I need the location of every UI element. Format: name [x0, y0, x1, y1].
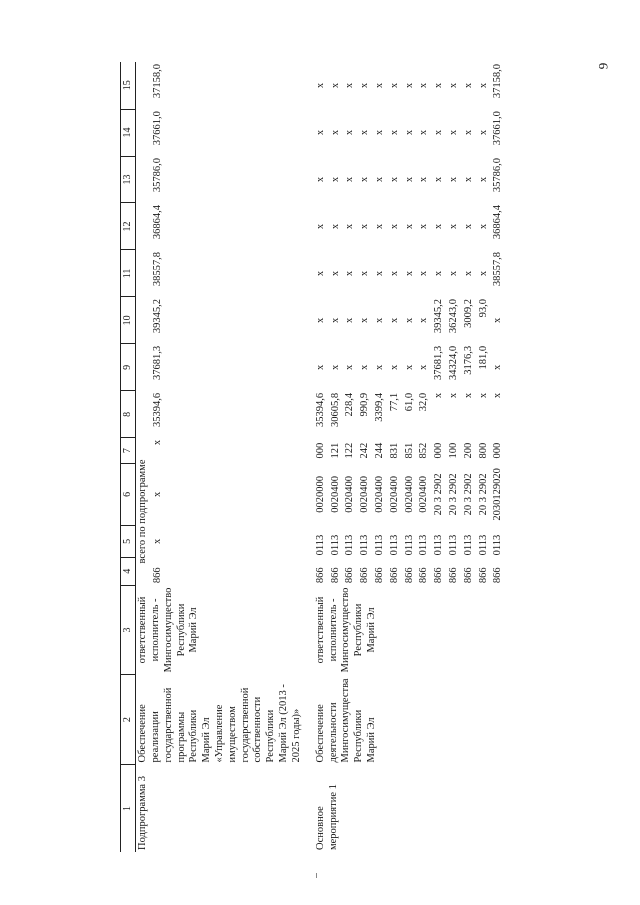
cell-year-2016: x — [314, 270, 326, 277]
cell-rzpr: 0113 — [433, 534, 445, 556]
header-number-row — [121, 62, 136, 852]
cell-year-2013: x — [447, 392, 459, 399]
cell-year-2014: x — [314, 364, 326, 371]
cell-year-2019: 37661,0 — [151, 111, 163, 146]
cell-year-2019: x — [433, 129, 445, 136]
cell-year-2018: 35786,0 — [151, 158, 163, 193]
cell-year-2014: x — [418, 364, 430, 371]
cell-year-2016: 38557,8 — [151, 251, 163, 287]
cell-year-2015: 93,0 — [477, 298, 489, 318]
header-col-3: 3 — [121, 585, 136, 675]
cell-year-2018: x — [418, 176, 430, 183]
cell-rzpr: 0113 — [447, 534, 459, 556]
cell-rzpr: 0113 — [344, 534, 356, 556]
cell-year-2020: 37158,0 — [151, 64, 163, 99]
cell-year-2020: 37158,0 — [492, 64, 504, 99]
header-col-1: 1 — [121, 764, 136, 852]
header-col-8: 8 — [121, 391, 136, 438]
cell-year-2016: x — [477, 270, 489, 277]
header-col-4: 4 — [121, 557, 136, 585]
cell-grbs: 866 — [329, 567, 341, 584]
cell-rzpr: 0113 — [462, 534, 474, 556]
subprogram-label-row — [136, 62, 151, 852]
cell-csr: 0020400 — [403, 476, 415, 513]
cell-grbs: 866 — [462, 567, 474, 584]
cell-grbs: 866 — [314, 567, 326, 584]
cell-grbs: 866 — [477, 567, 489, 584]
cell-year-2013: 35394,6 — [151, 392, 163, 427]
cell-year-2019: x — [344, 129, 356, 136]
cell-vr: 122 — [344, 442, 356, 459]
cell-year-2013: 228,4 — [344, 392, 356, 417]
cell-year-2020: x — [403, 82, 415, 89]
cell-year-2020: x — [373, 82, 385, 89]
cell-year-2017: x — [403, 223, 415, 230]
cell-year-2019: x — [359, 129, 371, 136]
cell-year-2014: x — [403, 364, 415, 371]
cell-year-2013: 35394,6 — [314, 392, 326, 427]
cell-vr: 200 — [462, 442, 474, 459]
cell-year-2015: x — [359, 317, 371, 324]
cell-rzpr: 0113 — [329, 534, 341, 556]
cell-csr: x — [151, 491, 163, 498]
cell-year-2015: x — [492, 317, 504, 324]
cell-year-2013: x — [492, 392, 504, 399]
cell-year-2018: x — [388, 176, 400, 183]
cell-csr: 0020400 — [373, 476, 385, 513]
cell-year-2015: 39345,2 — [433, 298, 445, 334]
header-col-9: 9 — [121, 344, 136, 391]
cell-grbs: 866 — [418, 567, 430, 584]
cell-vr: 831 — [388, 442, 400, 459]
cell-year-2020: x — [418, 82, 430, 89]
cell-csr: 0020000 — [314, 476, 326, 513]
cell-year-2017: 36864,4 — [151, 205, 163, 240]
cell-year-2018: x — [359, 176, 371, 183]
cell-year-2016: x — [359, 270, 371, 277]
cell-rzpr: 0113 — [477, 534, 489, 556]
cell-rzpr: 0113 — [314, 534, 326, 556]
cell-year-2016: x — [418, 270, 430, 277]
cell-year-2014: x — [373, 364, 385, 371]
cell-year-2019: x — [388, 129, 400, 136]
cell-vr: 000 — [433, 442, 445, 459]
header-col-10: 10 — [121, 297, 136, 344]
cell-rzpr: 0113 — [492, 534, 504, 556]
rotated-sheet — [120, 62, 620, 852]
cell-year-2013: 3399,4 — [373, 392, 385, 422]
cell-year-2015: 39345,2 — [151, 298, 163, 334]
cell-year-2014: x — [492, 364, 504, 371]
cell-year-2020: x — [462, 82, 474, 89]
cell-grbs: 866 — [151, 567, 163, 584]
cell-year-2015: x — [388, 317, 400, 324]
cell-year-2014: 3176,3 — [462, 345, 474, 375]
cell-year-2018: x — [447, 176, 459, 183]
cell-vr: 100 — [447, 442, 459, 459]
cell-grbs: 866 — [344, 567, 356, 584]
cell-year-2016: x — [329, 270, 341, 277]
cell-csr: 0020400 — [388, 476, 400, 513]
cell-year-2015: 36243,0 — [447, 298, 459, 334]
cell-year-2019: x — [403, 129, 415, 136]
subprogram-name: Подпрограмма 3 — [137, 776, 149, 850]
header-col-12: 12 — [121, 203, 136, 250]
cell-vr: 851 — [403, 442, 415, 459]
cell-year-2016: x — [447, 270, 459, 277]
cell-year-2017: x — [344, 223, 356, 230]
cell-year-2016: x — [403, 270, 415, 277]
cell-csr: 0020400 — [329, 476, 341, 513]
cell-year-2016: x — [344, 270, 356, 277]
cell-year-2014: x — [329, 364, 341, 371]
cell-grbs: 866 — [388, 567, 400, 584]
cell-year-2017: x — [447, 223, 459, 230]
cell-year-2018: x — [462, 176, 474, 183]
cell-year-2017: x — [329, 223, 341, 230]
cell-year-2017: x — [359, 223, 371, 230]
cell-rzpr: 0113 — [359, 534, 371, 556]
cell-vr: x — [151, 439, 163, 446]
header-col-14: 14 — [121, 109, 136, 156]
cell-year-2018: x — [477, 176, 489, 183]
cell-csr: 20 3 2902 — [462, 473, 474, 516]
cell-grbs: 866 — [359, 567, 371, 584]
cell-year-2014: 37681,3 — [433, 345, 445, 381]
header-col-11: 11 — [121, 250, 136, 297]
cell-year-2019: x — [314, 129, 326, 136]
cell-csr: 20 3 2902 — [433, 473, 445, 516]
cell-year-2013: 32,0 — [418, 392, 430, 412]
subprogram-total-label: всего по подпрограмме — [137, 459, 149, 564]
activity-name: Основное мероприятие 1 — [314, 784, 339, 850]
cell-year-2018: x — [344, 176, 356, 183]
cell-year-2014: x — [388, 364, 400, 371]
subprogram-title: Обеспечение реализации государственной программы Республики Марий Эл «Управление имуществом государственной собственности Республики Марий Эл (2013 - 2025 годы)» — [137, 684, 302, 763]
cell-year-2018: x — [433, 176, 445, 183]
cell-year-2019: x — [447, 129, 459, 136]
cell-year-2015: x — [314, 317, 326, 324]
page-number: 9 — [595, 62, 611, 70]
cell-vr: 852 — [418, 442, 430, 459]
cell-year-2016: 38557,8 — [492, 251, 504, 287]
cell-year-2019: x — [373, 129, 385, 136]
cell-year-2018: x — [373, 176, 385, 183]
cell-grbs: 866 — [447, 567, 459, 584]
main-activity-row — [314, 62, 329, 852]
cell-year-2018: x — [329, 176, 341, 183]
cell-csr: 2030129020 — [492, 468, 504, 521]
cell-year-2014: 37681,3 — [151, 345, 163, 381]
header-col-6: 6 — [121, 463, 136, 525]
cell-year-2020: x — [433, 82, 445, 89]
header-col-13: 13 — [121, 156, 136, 203]
cell-grbs: 866 — [492, 567, 504, 584]
cell-vr: 000 — [492, 442, 504, 459]
cell-vr: 244 — [373, 442, 385, 459]
cell-year-2018: x — [403, 176, 415, 183]
cell-year-2017: x — [418, 223, 430, 230]
cell-csr: 20 3 2902 — [477, 473, 489, 516]
cell-year-2018: 35786,0 — [492, 158, 504, 193]
cell-vr: 121 — [329, 442, 341, 459]
cell-year-2014: x — [359, 364, 371, 371]
cell-year-2016: x — [388, 270, 400, 277]
cell-year-2019: x — [477, 129, 489, 136]
cell-year-2020: x — [447, 82, 459, 89]
cell-year-2019: x — [329, 129, 341, 136]
cell-year-2017: x — [314, 223, 326, 230]
cell-year-2015: x — [329, 317, 341, 324]
cell-rzpr: 0113 — [373, 534, 385, 556]
cell-year-2013: x — [462, 392, 474, 399]
cell-year-2016: x — [373, 270, 385, 277]
cell-year-2017: x — [433, 223, 445, 230]
cell-year-2015: x — [373, 317, 385, 324]
header-col-7: 7 — [121, 438, 136, 464]
cell-year-2020: x — [359, 82, 371, 89]
cell-year-2019: 37661,0 — [492, 111, 504, 146]
header-col-15: 15 — [121, 62, 136, 109]
cell-year-2017: x — [373, 223, 385, 230]
cell-year-2016: x — [462, 270, 474, 277]
cell-year-2014: 34324,0 — [447, 345, 459, 381]
cell-csr: 0020400 — [359, 476, 371, 513]
cell-grbs: 866 — [403, 567, 415, 584]
cell-rzpr: x — [151, 538, 163, 544]
cell-year-2017: x — [462, 223, 474, 230]
cell-year-2013: x — [477, 392, 489, 399]
budget-table — [120, 62, 516, 852]
cell-grbs: 866 — [373, 567, 385, 584]
cell-year-2015: 3009,2 — [462, 298, 474, 328]
cell-year-2017: x — [388, 223, 400, 230]
cell-year-2020: x — [477, 82, 489, 89]
cell-rzpr: 0113 — [388, 534, 400, 556]
subprogram-executor: ответственный исполнитель - Мингосимущество Республики Марий Эл — [137, 587, 200, 673]
budget-table-container — [120, 62, 620, 852]
cell-year-2013: x — [433, 392, 445, 399]
cell-year-2013: 30605,8 — [329, 392, 341, 427]
scan-mark — [316, 873, 317, 878]
cell-year-2019: x — [462, 129, 474, 136]
cell-year-2015: x — [403, 317, 415, 324]
cell-year-2015: x — [418, 317, 430, 324]
cell-year-2018: x — [314, 176, 326, 183]
cell-year-2014: x — [344, 364, 356, 371]
cell-grbs: 866 — [433, 567, 445, 584]
cell-rzpr: 0113 — [418, 534, 430, 556]
cell-year-2013: 61,0 — [403, 392, 415, 412]
cell-year-2020: x — [344, 82, 356, 89]
cell-vr: 800 — [477, 442, 489, 459]
cell-year-2016: x — [433, 270, 445, 277]
cell-vr: 000 — [314, 442, 326, 459]
cell-year-2013: 77,1 — [388, 392, 400, 412]
cell-csr: 0020400 — [418, 476, 430, 513]
activity-title: Обеспечение деятельности Мингосимущества Республики Марий Эл — [314, 678, 377, 763]
cell-year-2014: 181,0 — [477, 345, 489, 370]
cell-rzpr: 0113 — [403, 534, 415, 556]
cell-vr: 242 — [359, 442, 371, 459]
cell-csr: 0020400 — [344, 476, 356, 513]
cell-year-2019: x — [418, 129, 430, 136]
header-col-5: 5 — [121, 525, 136, 557]
cell-csr: 20 3 2902 — [447, 473, 459, 516]
cell-year-2020: x — [314, 82, 326, 89]
cell-year-2015: x — [344, 317, 356, 324]
activity-executor: ответственный исполнитель - Мингосимущество Республики Марий Эл — [314, 587, 377, 673]
cell-year-2017: 36864,4 — [492, 205, 504, 240]
cell-year-2017: x — [477, 223, 489, 230]
header-col-2: 2 — [121, 675, 136, 765]
cell-year-2013: 990,9 — [359, 392, 371, 417]
cell-year-2020: x — [388, 82, 400, 89]
cell-year-2020: x — [329, 82, 341, 89]
